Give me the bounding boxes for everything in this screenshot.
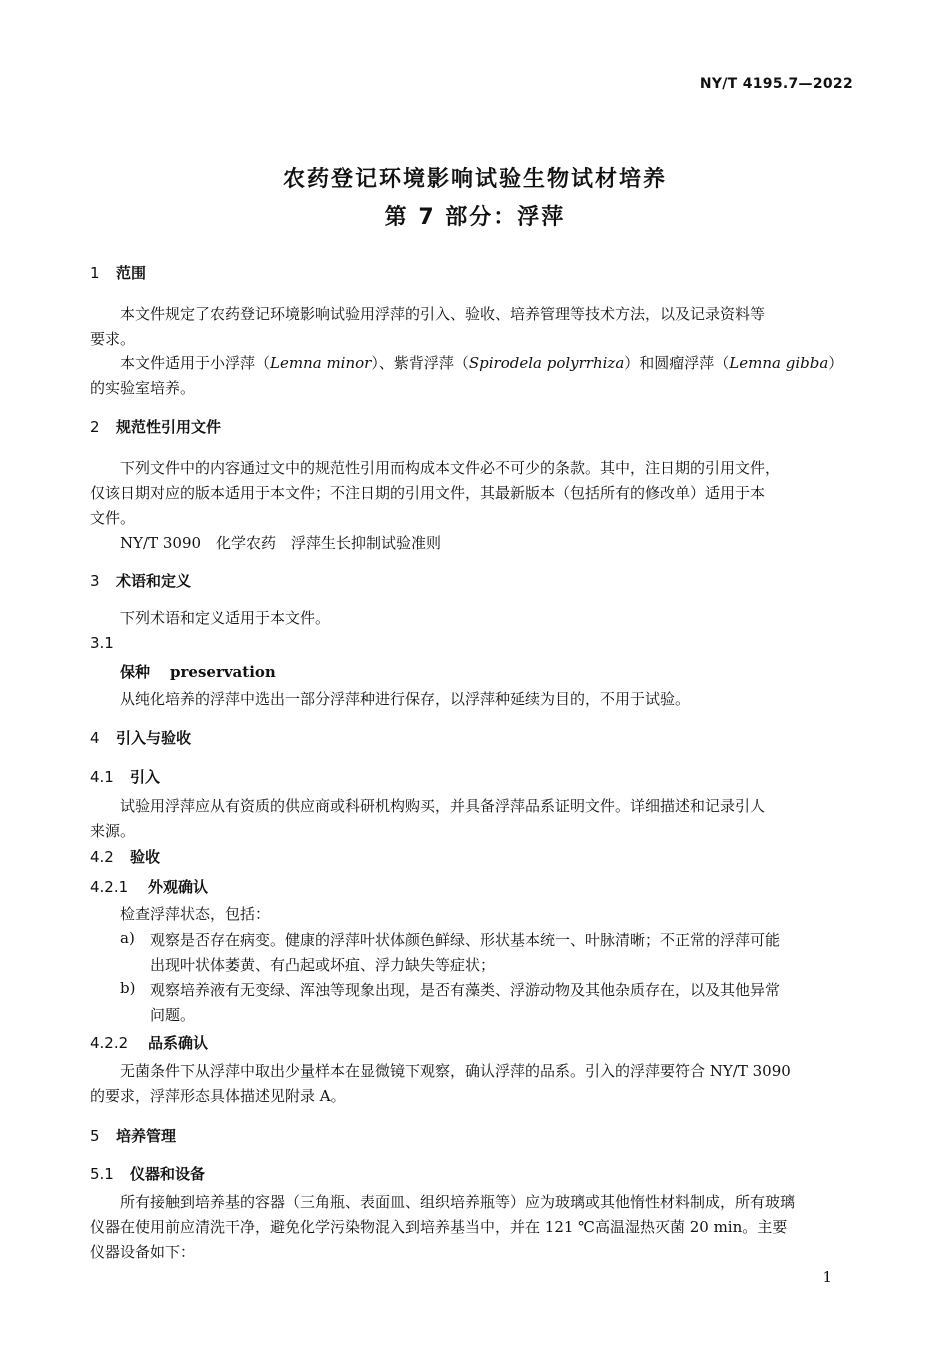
section-5-1-heading	[90, 1163, 205, 1184]
page-number: 1	[822, 1268, 832, 1286]
document-number: NY/T 4195.7—2022	[699, 76, 853, 92]
section-number: 4.2.1	[90, 878, 129, 896]
list-item-a: 观察是否存在病变。健康的浮萍叶状体颜色鲜绿、形状基本统一、叶脉清晰；不正常的浮萍可能	[150, 931, 781, 949]
section-4-2-heading	[90, 846, 160, 867]
section-4-heading	[90, 727, 191, 748]
paragraph: 试验用浮萍应从有资质的供应商或科研机构购买，并具备浮萍品系证明文件。详细描述和记录引人	[120, 797, 766, 815]
section-4-2-1-heading	[90, 876, 208, 897]
section-number: 5.1	[90, 1165, 114, 1183]
section-4-2-2-heading	[90, 1032, 208, 1053]
list-item-b: 观察培养液有无变绿、浑浊等现象出现，是否有藻类、浮游动物及其他杂质存在，以及其他异常	[150, 981, 781, 999]
paragraph: 下列文件中的内容通过文中的规范性引用而构成本文件必不可少的条款。其中，注日期的引用文件，	[120, 459, 781, 477]
paragraph: 的要求，浮萍形态具体描述见附录 A。	[90, 1087, 346, 1105]
title-line-2: 第 7 部分：浮萍	[384, 205, 566, 230]
section-number: 4.1	[90, 768, 114, 786]
list-item-a-continued: 出现叶状体萎黄、有凸起或坏疽、浮力缺失等症状；	[150, 956, 496, 974]
paragraph: 仪器设备如下：	[90, 1243, 196, 1261]
section-number: 4.2.2	[90, 1034, 129, 1052]
paragraph: 无菌条件下从浮萍中取出少量样本在显微镜下观察，确认浮萍的品系。引入的浮萍要符合 NY/T 3090	[120, 1062, 791, 1080]
section-2-heading	[90, 416, 221, 437]
paragraph-scope-species	[120, 352, 843, 373]
section-title: 仪器和设备	[130, 1165, 206, 1183]
list-item-a-marker: a)	[120, 929, 135, 947]
term-heading	[120, 661, 276, 682]
section-title: 术语和定义	[116, 572, 192, 590]
section-number: 4	[90, 729, 100, 747]
paragraph: 的实验室培养。	[90, 379, 196, 397]
section-number: 4.2	[90, 848, 114, 866]
section-3-heading	[90, 570, 191, 591]
paragraph: 仪器在使用前应清洗干净，避免化学污染物混入到培养基当中，并在 121 ℃高温湿热灭菌 20 min。主要	[90, 1218, 788, 1236]
list-item-b-continued: 问题。	[150, 1006, 196, 1024]
paragraph: 所有接触到培养基的容器（三角瓶、表面皿、组织培养瓶等）应为玻璃或其他惰性材料制成，所有玻璃	[120, 1193, 796, 1211]
section-title: 引入与验收	[116, 729, 192, 747]
paragraph: 来源。	[90, 822, 136, 840]
section-title: 范围	[116, 264, 147, 282]
section-title: 外观确认	[148, 878, 209, 896]
text-run: 本文件适用于小浮萍（	[120, 354, 271, 372]
section-5-heading	[90, 1125, 176, 1146]
section-title: 规范性引用文件	[116, 418, 222, 436]
species-name: Spirodela polyrrhiza	[468, 354, 625, 372]
text-run: ）和圆瘤浮萍（	[624, 354, 730, 372]
section-title: 验收	[130, 848, 161, 866]
normative-reference: NY/T 3090 化学农药 浮萍生长抑制试验准则	[120, 534, 442, 552]
section-number: 5	[90, 1127, 100, 1145]
term-number: 3.1	[90, 634, 114, 652]
section-number: 2	[90, 418, 100, 436]
section-title: 培养管理	[116, 1127, 177, 1145]
paragraph: 检查浮萍状态，包括：	[120, 905, 271, 923]
paragraph: 要求。	[90, 330, 136, 348]
paragraph: 文件。	[90, 509, 136, 527]
term-english: preservation	[170, 663, 276, 681]
list-item-b-marker: b)	[120, 979, 136, 997]
paragraph: 本文件规定了农药登记环境影响试验用浮萍的引入、验收、培养管理等技术方法，以及记录资料等	[120, 305, 766, 323]
section-number: 1	[90, 264, 100, 282]
paragraph: 仅该日期对应的版本适用于本文件；不注日期的引用文件，其最新版本（包括所有的修改单）适用于本	[90, 484, 766, 502]
species-name: Lemna gibba	[729, 354, 829, 372]
title-line-1: 农药登记环境影响试验生物试材培养	[282, 167, 667, 192]
section-4-1-heading	[90, 766, 160, 787]
text-run: ）	[828, 354, 844, 372]
term-definition: 从纯化培养的浮萍中选出一部分浮萍种进行保存，以浮萍种延续为目的，不用于试验。	[120, 690, 691, 708]
section-1-heading	[90, 262, 146, 283]
section-title: 引入	[130, 768, 161, 786]
term-chinese: 保种	[120, 663, 151, 681]
text-run: ）、紫背浮萍（	[371, 354, 469, 372]
section-title: 品系确认	[148, 1034, 209, 1052]
species-name: Lemna minor	[270, 354, 372, 372]
paragraph: 下列术语和定义适用于本文件。	[120, 609, 331, 627]
section-number: 3	[90, 572, 100, 590]
